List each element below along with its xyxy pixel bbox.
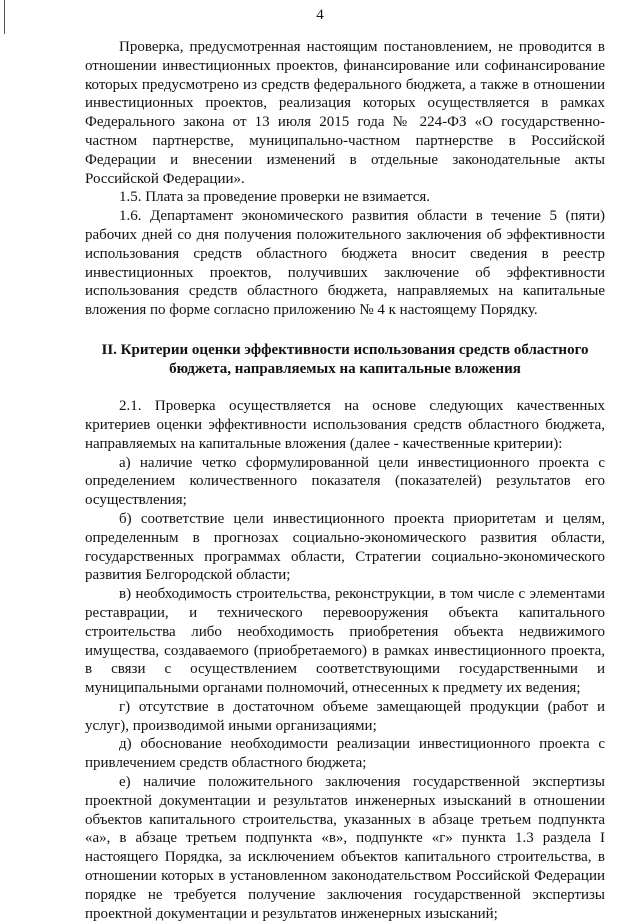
paragraph-1-6: 1.6. Департамент экономического развития области в течение 5 (пяти) рабочих дней со дня получения положительного заключения об эффективности использования средств областного бюджета вносит сведения в реестр инвестиционных проектов, получивших заключение об эффективности использования средств областного бюджета, направляемых на капитальные вложения по форме согласно приложению № 4 к настоящему Порядку. [85,208,605,319]
criterion-a: а) наличие четко сформулированной цели инвестиционного проекта с определением количественного показателя (показателей) результатов его осуществления; [85,454,605,509]
criterion-g: г) отсутствие в достаточном объеме замещающей продукции (работ и услуг), производимой иными организациями; [85,698,605,734]
criterion-b: б) соответствие цели инвестиционного проекта приоритетам и целям, определенным в прогнозах социально-экономического развития области, государственных программах области, Стратегии социально-экономического развития Белгородской области; [85,510,605,584]
document-body [85,38,605,923]
criterion-d: д) обоснование необходимости реализации инвестиционного проекта с привлечением средств областного бюджета; [85,736,605,772]
criterion-e: е) наличие положительного заключения государственной экспертизы проектной документации и результатов инженерных изысканий в отношении объектов капитального строительства, указанных в абзаце третьем подпункта «а», в абзаце третьем подпункта «в», подпункте «г» пункта 1.3 раздела I настоящего Порядка, за исключением объектов капитального строительства, в отношении которых в установленном законодательством Российской Федерации порядке не требуется получение заключения государственной экспертизы проектной документации и результатов инженерных изысканий; [85,774,605,922]
paragraph-2-1: 2.1. Проверка осуществляется на основе следующих качественных критериев оценки эффективности использования средств областного бюджета, направляемых на капитальные вложения (далее - качественные критерии): [85,398,605,452]
paragraph-1-5: 1.5. Плата за проведение проверки не взимается. [119,189,431,206]
section-heading: II. Критерии оценки эффективности использования средств областного бюджета, направляемых на капитальные вложения [101,341,589,377]
page-number: 4 [316,7,324,23]
criterion-v: в) необходимость строительства, реконструкции, в том числе с элементами реставрации, и технического перевооружения объекта капитального строительства либо необходимость приобретения объекта недвижимого имущества, создаваемого (приобретаемого) в рамках инвестиционного проекта, в связи с осуществлением соответствующими государственными и муниципальными органами полномочий, отнесенных к предмету их ведения; [85,586,605,697]
paragraph-exemption: Проверка, предусмотренная настоящим постановлением, не проводится в отношении инвестиционных проектов, финансирование или софинансирование которых предусмотрено из средств федерального бюджета, а также в отношении инвестиционных проектов, реализация которых осуществляется в рамках Федерального закона от 13 июля 2015 года № 224-ФЗ «О государственно-частном партнерстве, муниципально-частном партнерстве в Российской Федерации и внесении изменений в отдельные законодательные акты Российской Федерации». [85,39,605,187]
